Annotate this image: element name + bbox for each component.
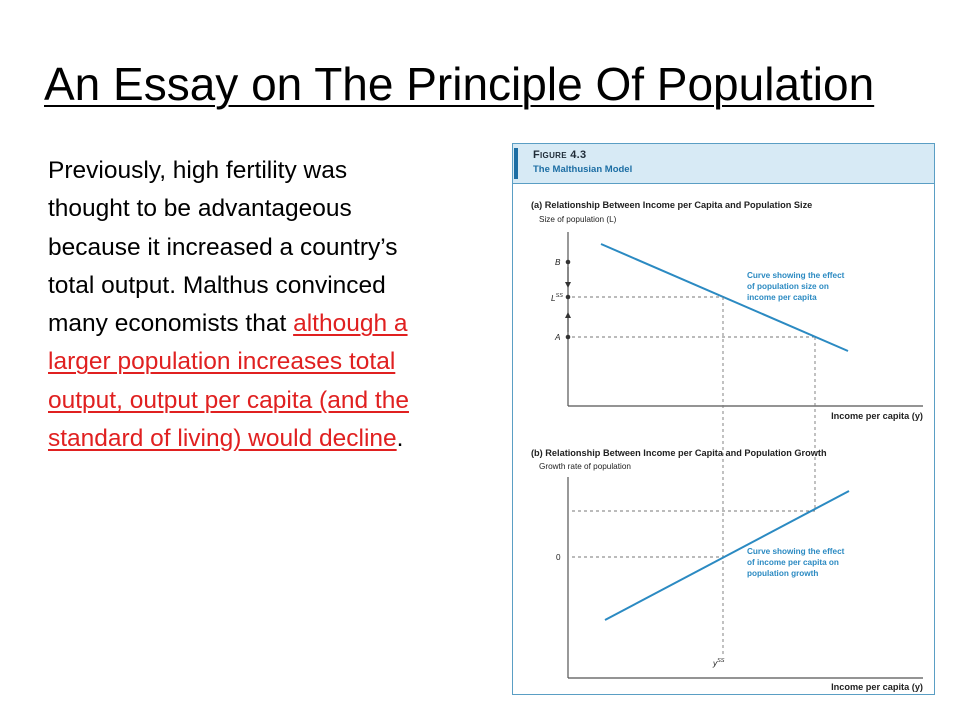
panel-a-tick-lss-sup: SS xyxy=(555,293,563,299)
panel-a-tick-lss-main: L xyxy=(551,294,556,303)
panel-a-y-axis-label: Size of population (L) xyxy=(539,215,617,224)
paragraph-emphasis-text: although a larger population increases total output, output per capita (and the standard of living) would decline xyxy=(48,310,409,453)
arrow-down-head xyxy=(565,282,571,288)
malthusian-figure xyxy=(512,143,935,695)
panel-a-tick-lss xyxy=(551,293,563,303)
panel-a-heading: (a) Relationship Between Income per Capita and Population Size xyxy=(531,200,813,210)
panel-b-heading: (b) Relationship Between Income per Capita and Population Growth xyxy=(531,448,827,458)
panel-a-annotation-line-1: Curve showing the effect xyxy=(747,271,845,280)
point-a xyxy=(566,335,571,340)
slide-title: An Essay on The Principle Of Population xyxy=(44,58,875,110)
panel-b-annotation-line-3: population growth xyxy=(747,569,819,578)
panel-b-annotation-line-1: Curve showing the effect xyxy=(747,547,845,556)
malthusian-graph xyxy=(513,144,934,694)
panel-b-tick-yss-sup: SS xyxy=(717,658,725,664)
panel-a-tick-b: B xyxy=(555,258,561,267)
paragraph-plain-text: Previously, high fertility was thought to be advantageous because it increased a country’s total output. Malthus convinced many economists that xyxy=(48,157,398,338)
panel-a-annotation-line-3: income per capita xyxy=(747,293,817,302)
panel-b-tick-zero: 0 xyxy=(556,553,561,562)
body-paragraph xyxy=(48,152,420,458)
panel-b-tick-yss-main: y xyxy=(713,659,718,668)
point-b xyxy=(566,260,571,265)
panel-a-x-axis-label: Income per capita (y) xyxy=(831,411,923,421)
figure-name: The Malthusian Model xyxy=(533,164,633,175)
panel-b-tick-yss xyxy=(712,658,725,668)
panel-a-tick-a: A xyxy=(555,333,561,342)
panel-b-annotation-line-2: of income per capita on xyxy=(747,558,839,567)
point-lss xyxy=(566,295,571,300)
panel-b-y-axis-label: Growth rate of population xyxy=(539,462,631,471)
figure-number: Figure 4.3 xyxy=(533,149,587,161)
panel-a-annotation-line-2: of population size on xyxy=(747,282,829,291)
paragraph-end-text: . xyxy=(396,425,404,453)
panel-b-x-axis-label: Income per capita (y) xyxy=(831,682,923,692)
arrow-up-head xyxy=(565,312,571,318)
